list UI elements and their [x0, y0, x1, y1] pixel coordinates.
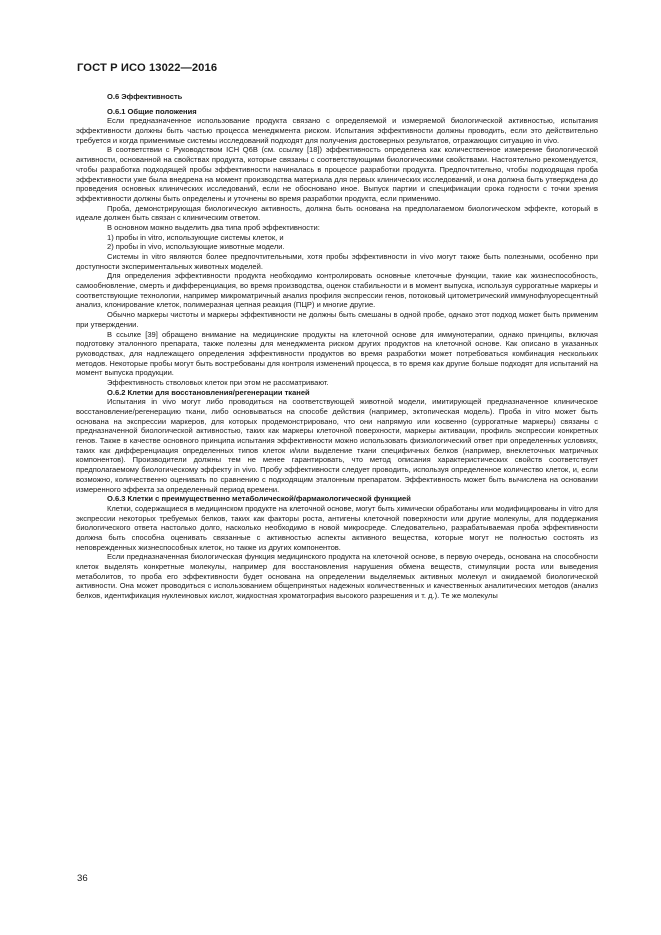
- paragraph: Системы in vitro являются более предпочтительными, хотя пробы эффективности in vivo могут также быть полезными, особенно при доступности экспериментальных животных моделей.: [76, 252, 598, 271]
- paragraph: В ссылке [39] обращено внимание на медицинские продукты на клеточной основе для иммунотерапии, однако принципы, включая подготовку эталонного препарата, также полезны для менеджмента риском других продуктов на клеточной основе. Как описано в указанных руководствах, для надлежащего определения эффективности продуктов во время разработки может потребоваться комбинация нескольких методов. Некоторые пробы могут быть востребованы для контроля изменений процесса, в то время как другие больше подходят для испытаний на момент выпуска продукции.: [76, 329, 598, 378]
- subsection-heading-regeneration: О.6.2 Клетки для восстановления/регенерации тканей: [107, 387, 310, 397]
- paragraph: Обычно маркеры чистоты и маркеры эффективности не должны быть смешаны в одной пробе, однако этот подход может быть применим при утверждении.: [76, 310, 598, 329]
- document-body: [76, 92, 598, 601]
- paragraph: Проба, демонстрирующая биологическую активность, должна быть основана на предполагаемом биологическом эффекте, который в идеале должен быть связан с клиническим ответом.: [76, 203, 598, 223]
- list-item: 2) пробы in vivo, использующие животные модели.: [107, 242, 285, 252]
- subsection-heading-general: О.6.1 Общие положения: [107, 106, 197, 116]
- paragraph: В основном можно выделить два типа проб эффективности:: [107, 222, 320, 232]
- document-header: ГОСТ Р ИСО 13022—2016: [77, 62, 218, 74]
- paragraph: Для определения эффективности продукта необходимо контролировать основные клеточные функции, такие как жизнеспособность, самообновление, смерть и дифференциация, во время производства, оценок стабильности и в момент выпуска, используя суррогатные маркеры и соответствующие технологии, например микроматричный анализ профиля экспрессии генов, потоковый цитометрический иммунофлуоресцентный анализ, клонирование клеток, полимеразная цепная реакция (ПЦР) и многие другие.: [76, 271, 598, 310]
- paragraph: Если предназначенное использование продукта связано с определяемой и измеряемой биологической активностью, испытания эффективности должны быть частью процесса менеджмента риском. Испытания эффективности должны проводить, если это действительно требуется и когда применимые системы исследований подходят для получения достоверных результатов, отражающих ситуацию in vivo.: [76, 116, 598, 145]
- list-item: 1) пробы in vitro, использующие системы клеток, и: [107, 232, 284, 242]
- paragraph: Клетки, содержащиеся в медицинском продукте на клеточной основе, могут быть химически обработаны или модифицированы in vitro для экспрессии некоторых требуемых белков, таких как факторы роста, антигены клеточной поверхности или другие молекулы, для поддержания биологического ответа настолько долго, насколько необходимо в новой микросреде. Следовательно, разрабатываемая проба эффективности должна быть способна оценивать связанные с активностью аспекты активного вещества, которые могут не полностью состоять из неповрежденных жизнеспособных клеток, но также из других компонентов.: [76, 503, 598, 552]
- paragraph: Если предназначенная биологическая функция медицинского продукта на клеточной основе, в первую очередь, основана на способности клеток выделять конкретные молекулы, например для восстановления нарушения обмена веществ, стимуляции роста или выведения метаболитов, то проба его эффективности будет основана на определении выделяемых активных молекул и ожидаемой биологической активности. Она может проводиться с использованием общепринятых надежных количественных и качественных аналитических методов (анализ белков, идентификация нуклеиновых кислот, жидкостная хроматография высокого разрешения и т. д.). Те же молекулы: [76, 552, 598, 601]
- section-heading: О.6 Эффективность: [107, 92, 183, 101]
- paragraph: Испытания in vivo могут либо проводиться на соответствующей животной модели, имитирующей предназначенное клиническое восстановление/регенерацию ткани, либо основываться на способе действия (например, эктопическая модель). Проба in vitro может быть основана на экспрессии маркеров, для которых продемонстрировано, что они напрямую или косвенно (суррогатные маркеры) связаны с предназначенной биологической активностью, таких как маркеры клеточной поверхности, маркеры активации, профиль экспрессии конкретных генов. Также в качестве основного принципа испытания эффективности можно использовать физиологический ответ при определенных условиях, таких как дифференциация определенных типов клеток и/или выделение ткани специфичных белков (например, внеклеточных матричных компонентов). Производители должны тем не менее гарантировать, что метод описания характеристических свойств соответствует предполагаемому биологическому эффекту in vivo. Пробу эффективности следует проводить, используя определенное количество клеток, и, если возможно, количественно оценивать по сравнению с подходящим эталонным препаратом. Эффективность может быть вычислена на основании измеренного эффекта за определенный период времени.: [76, 397, 598, 494]
- subsection-heading-metabolic: О.6.3 Клетки с преимущественно метаболической/фармакологической функцией: [107, 494, 411, 504]
- paragraph: В соответствии с Руководством ICH Q6B (см. ссылку [18]) эффективность определена как количественное измерение биологической активности, основанной на свойствах продукта, которые связаны с соответствующими биологическими свойствами. Настоятельно рекомендуется, чтобы разработка подходящей пробы эффективности начиналась в процессе разработки продукта. Предпочтительно, чтобы подходящая проба эффективности уже была внедрена на момент производства материала для первых клинических исследований, и она должна быть утверждена до проведения основных клинических исследований, если не обосновано иное. Выпуск партии и спецификации срока годности с точки зрения эффективности должны быть определены и уточнены во время разработки продукта, если применимо.: [76, 145, 598, 203]
- page-number: 36: [77, 873, 88, 884]
- paragraph: Эффективность стволовых клеток при этом не рассматривают.: [107, 377, 329, 387]
